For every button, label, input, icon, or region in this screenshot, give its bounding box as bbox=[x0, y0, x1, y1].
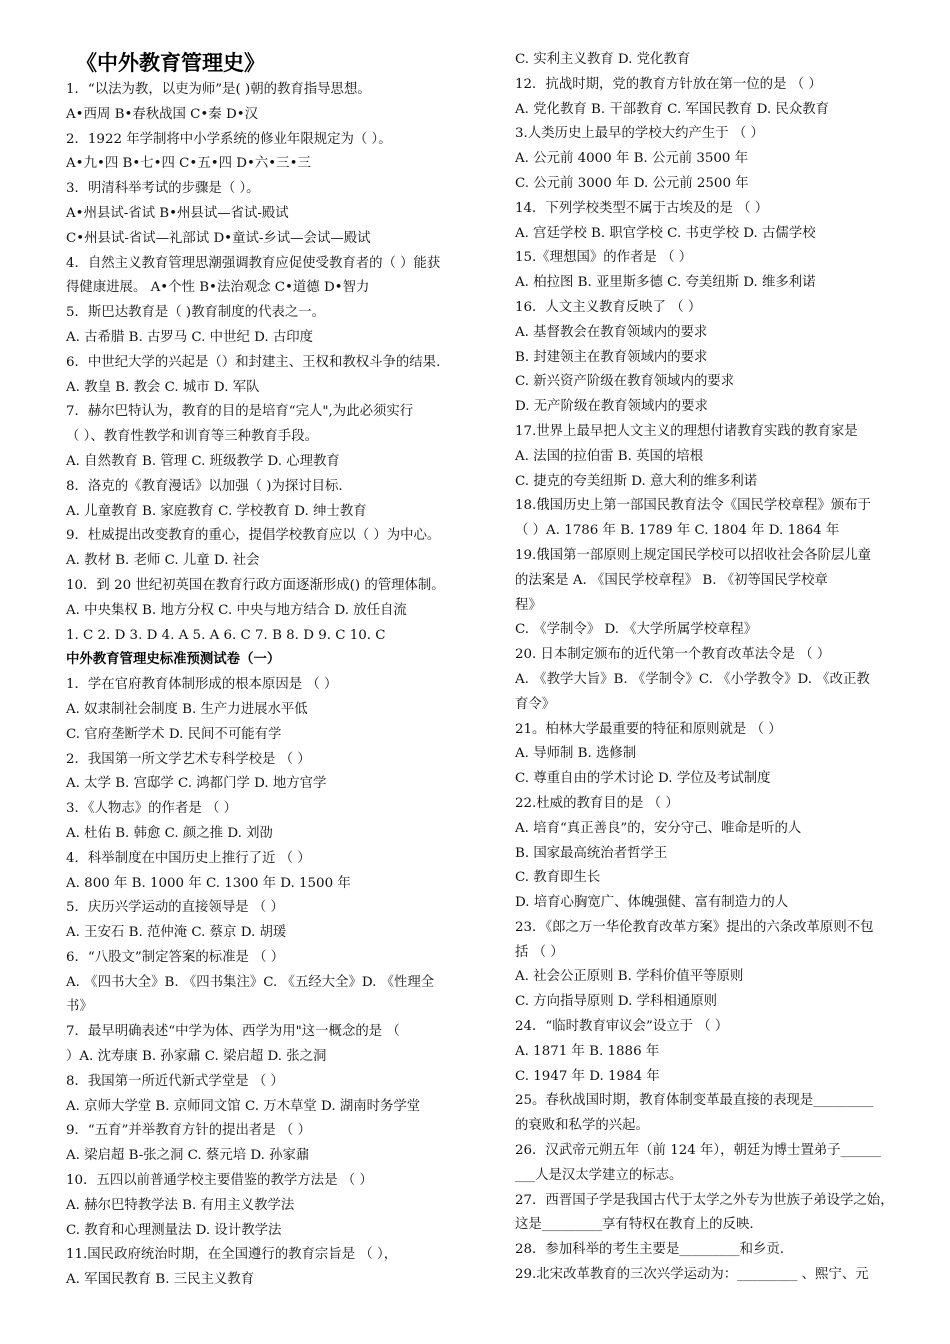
text-line: B. 国家最高统治者哲学王 bbox=[515, 845, 668, 861]
text-line: A•西周 B•春秋战国 C•秦 D•汉 bbox=[66, 106, 258, 122]
text-line: 6．中世纪大学的兴起是（）和封建主、王权和教权斗争的结果. bbox=[66, 354, 441, 370]
text-line: C. 实利主义教育 D. 党化教育 bbox=[515, 52, 691, 67]
text-line: 19.俄国第一部原则上规定国民学校可以招收社会各阶层儿童 bbox=[515, 547, 872, 563]
text-line: A. 古希腊 B. 古罗马 C. 中世纪 D. 古印度 bbox=[66, 329, 314, 345]
text-line: A. 培育“真正善良”的，安分守己、唯命是听的人 bbox=[515, 820, 802, 836]
text-line: A. 《四书大全》B. 《四书集注》C. 《五经大全》D. 《性理全 bbox=[66, 974, 435, 990]
text-line: 23．《郎之万一华伦教育改革方案》提出的六条改革原则不包 bbox=[515, 919, 874, 935]
document-title: 《中外教育管理史》 bbox=[76, 51, 265, 75]
text-line: A•九•四 B•七•四 C•五•四 D•六•三•三 bbox=[66, 156, 311, 172]
text-line: 书》 bbox=[66, 999, 93, 1015]
text-line: C. 官府垄断学术 D. 民间不可能有学 bbox=[66, 726, 282, 742]
text-line: A. 1871 年 B. 1886 年 bbox=[515, 1043, 660, 1059]
text-line: A. 教皇 B. 教会 C. 城市 D. 军队 bbox=[66, 379, 260, 395]
text-line: 25。春秋战国时期，教育体制变革最直接的表现是_________ bbox=[515, 1093, 874, 1109]
text-line: A. 公元前 4000 年 B. 公元前 3500 年 bbox=[515, 151, 749, 167]
text-line: A. 梁启超 B-张之洞 C. 蔡元培 D. 孙家鼐 bbox=[66, 1148, 310, 1164]
text-line: C. 《学制令》 D. 《大学所属学校章程》 bbox=[515, 622, 758, 638]
text-line: A. 自然教育 B. 管理 C. 班级教学 D. 心理教育 bbox=[66, 453, 340, 469]
text-line: 的衰败和私学的兴起。 bbox=[515, 1118, 649, 1134]
text-line: 14．下列学校类型不属于古埃及的是 （ ） bbox=[515, 200, 769, 216]
text-line: ）A. 沈寿康 B. 孙家鼐 C. 梁启超 D. 张之洞 bbox=[66, 1049, 327, 1065]
text-line: 括 （ ） bbox=[515, 944, 564, 960]
text-line: C. 公元前 3000 年 D. 公元前 2500 年 bbox=[515, 175, 749, 191]
text-line: 22.杜威的教育目的是 （ ） bbox=[515, 795, 679, 811]
text-line: 7．赫尔巴特认为，教育的目的是培育“完人",为此必须实行 bbox=[66, 404, 414, 420]
text-line: 3.人类历史上最早的学校大约产生于 （ ） bbox=[515, 126, 764, 142]
text-line: 29.北宋改革教育的三次兴学运动为：_________ 、熙宁、元 bbox=[515, 1267, 869, 1283]
text-line: 20. 日本制定颁布的近代第一个教育改革法令是 （ ） bbox=[515, 647, 831, 663]
text-line: 1．“以法为教，以吏为师”是( )朝的教育指导思想。 bbox=[66, 82, 371, 97]
text-line: A. 教材 B. 老师 C. 儿童 D. 社会 bbox=[66, 553, 260, 569]
text-line: 5．斯巴达教育是（ )教育制度的代表之一。 bbox=[66, 305, 326, 321]
text-line: B. 封建领主在教育领域内的要求 bbox=[515, 349, 708, 365]
text-line: 10．五四以前普通学校主要借鉴的教学方法是 （ ） bbox=[66, 1173, 373, 1189]
text-line: A. 社会公正原则 B. 学科价值平等原则 bbox=[515, 969, 744, 985]
text-line: 15.《理想国》的作者是 （ ） bbox=[515, 250, 693, 266]
text-line: （ ）、教育性教学和训育等三种教育手段。 bbox=[66, 429, 318, 445]
text-line: C. 教育即生长 bbox=[515, 870, 601, 886]
text-line: 3．明清科举考试的步骤是（ ）。 bbox=[66, 181, 260, 197]
text-line: A. 奴隶制社会制度 B. 生产力进展水平低 bbox=[66, 701, 308, 717]
text-line: A. 军国民教育 B. 三民主义教育 bbox=[66, 1272, 255, 1288]
text-line: A. 基督教会在教育领域内的要求 bbox=[515, 324, 708, 340]
text-line: 4．自然主义教育管理思潮强调教育应促使受教育者的（ ）能获 bbox=[66, 255, 441, 271]
text-line: A. 儿童教育 B. 家庭教育 C. 学校教育 D. 绅士教育 bbox=[66, 503, 367, 519]
text-line: 程》 bbox=[515, 597, 542, 613]
text-line: A. 柏拉图 B. 亚里斯多德 C. 夸美纽斯 D. 维多利诺 bbox=[515, 275, 816, 291]
text-line: C. 教育和心理测量法 D. 设计教学法 bbox=[66, 1222, 282, 1238]
text-line: A. 京师大学堂 B. 京师同文馆 C. 万木草堂 D. 湖南时务学堂 bbox=[66, 1098, 421, 1114]
text-line: 8．洛克的《教育漫话》以加强（ )为探讨目标. bbox=[66, 478, 343, 494]
text-line: 18.俄国历史上第一部国民教育法令《国民学校章程》颁布于 bbox=[515, 498, 872, 514]
text-line: A. 党化教育 B. 干部教育 C. 军国民教育 D. 民众教育 bbox=[515, 101, 829, 117]
section-heading: 中外教育管理史标准预测试卷（一） bbox=[66, 652, 281, 668]
text-line: 27．西晋国子学是我国古代于太学之外专为世族子弟设学之始， bbox=[515, 1192, 894, 1208]
text-line: C. 尊重自由的学术讨论 D. 学位及考试制度 bbox=[515, 771, 771, 787]
text-line: C. 捷克的夸美纽斯 D. 意大利的维多利诺 bbox=[515, 473, 758, 489]
text-line: A. 《教学大旨》B. 《学制令》C. 《小学教令》D. 《改正教 bbox=[515, 671, 870, 687]
text-line: 1．学在官府教育体制形成的根本原因是 （ ） bbox=[66, 677, 338, 693]
text-line: 16．人文主义教育反映了 （ ） bbox=[515, 299, 702, 315]
text-line: C. 1947 年 D. 1984 年 bbox=[515, 1068, 660, 1084]
text-line: 21。柏林大学最重要的特征和原则就是 （ ） bbox=[515, 721, 782, 737]
text-line: 24．“临时教育审议会”设立于 （ ） bbox=[515, 1019, 729, 1035]
text-line: 得健康进展。 A•个性 B•法治观念 C•道德 D•智力 bbox=[66, 280, 370, 296]
right-column bbox=[515, 48, 915, 1288]
text-line: 的法案是 A. 《国民学校章程》 B. 《初等国民学校章 bbox=[515, 572, 828, 588]
text-line: 7．最早明确表述“中学为体、西学为用"这一概念的是 （ bbox=[66, 1024, 400, 1040]
text-line: A. 宫廷学校 B. 职官学校 C. 书吏学校 D. 古儒学校 bbox=[515, 225, 816, 241]
text-line: 17.世界上最早把人文主义的理想付诸教育实践的教育家是 bbox=[515, 423, 858, 439]
text-line: A. 中央集权 B. 地方分权 C. 中央与地方结合 D. 放任自流 bbox=[66, 602, 407, 618]
text-line: A. 王安石 B. 范仲淹 C. 蔡京 D. 胡瑗 bbox=[66, 925, 287, 941]
text-line: 育令》 bbox=[515, 696, 556, 712]
text-line: A. 导师制 B. 选修制 bbox=[515, 746, 637, 762]
text-line: 这是_________享有特权在教育上的反映. bbox=[515, 1217, 754, 1233]
text-line: 12．抗战时期，党的教育方针放在第一位的是 （ ） bbox=[515, 76, 822, 92]
text-line: 3．《人物志》的作者是 （ ） bbox=[66, 801, 238, 817]
text-line: 6．“八股文”制定答案的标准是 （ ） bbox=[66, 949, 285, 965]
text-line: 9．“五育”并举教育方针的提出者是 （ ） bbox=[66, 1123, 311, 1139]
text-line: A•州县试-省试 B•州县试—省试-殿试 bbox=[66, 205, 289, 221]
text-line: 2．1922 年学制将中小学系统的修业年限规定为（ ）。 bbox=[66, 131, 392, 147]
text-line: C•州县试-省试—礼部试 D•童试-乡试—会试—殿试 bbox=[66, 230, 371, 246]
text-line: A. 太学 B. 宫邸学 C. 鸿都门学 D. 地方官学 bbox=[66, 776, 327, 792]
text-line: 28．参加科举的考生主要是_________和乡贡. bbox=[515, 1242, 785, 1258]
text-line: （ ）A. 1786 年 B. 1789 年 C. 1804 年 D. 1864 年 bbox=[515, 523, 840, 539]
text-line: 2．我国第一所文学艺术专科学校是 （ ） bbox=[66, 751, 311, 767]
text-line: C. 方向指导原则 D. 学科相通原则 bbox=[515, 994, 717, 1010]
text-line: A. 杜佑 B. 韩愈 C. 颜之推 D. 刘劭 bbox=[66, 825, 273, 841]
text-line: D. 培育心胸宽广、体魄强健、富有制造力的人 bbox=[515, 895, 789, 911]
text-line: A. 800 年 B. 1000 年 C. 1300 年 D. 1500 年 bbox=[66, 875, 351, 891]
text-line: 10．到 20 世纪初英国在教育行政方面逐渐形成() 的管理体制。 bbox=[66, 577, 445, 593]
text-line: 1. C 2. D 3. D 4. A 5. A 6. C 7. B 8. D 9. C 10. C bbox=[66, 627, 386, 643]
text-line: 9．杜威提出改变教育的重心，提倡学校教育应以（ ）为中心。 bbox=[66, 528, 441, 544]
text-line: A. 赫尔巴特教学法 B. 有用主义教学法 bbox=[66, 1197, 295, 1213]
left-column bbox=[66, 48, 486, 1293]
text-line: 8．我国第一所近代新式学堂是 （ ） bbox=[66, 1073, 284, 1089]
text-line: 5．庆历兴学运动的直接领导是 （ ） bbox=[66, 900, 284, 916]
text-line: 11.国民政府统治时期，在全国遵行的教育宗旨是 （ ）， bbox=[66, 1247, 398, 1263]
text-line: ___人是汉太学建立的标志。 bbox=[515, 1167, 683, 1183]
text-line: A. 法国的拉伯雷 B. 英国的培根 bbox=[515, 448, 704, 464]
text-line: 26．汉武帝元朔五年（前 124 年），朝廷为博士置弟子______ bbox=[515, 1143, 881, 1159]
text-line: C. 新兴资产阶级在教育领域内的要求 bbox=[515, 374, 735, 390]
text-line: 4．科举制度在中国历史上推行了近 （ ） bbox=[66, 850, 311, 866]
text-line: D. 无产阶级在教育领域内的要求 bbox=[515, 399, 708, 415]
